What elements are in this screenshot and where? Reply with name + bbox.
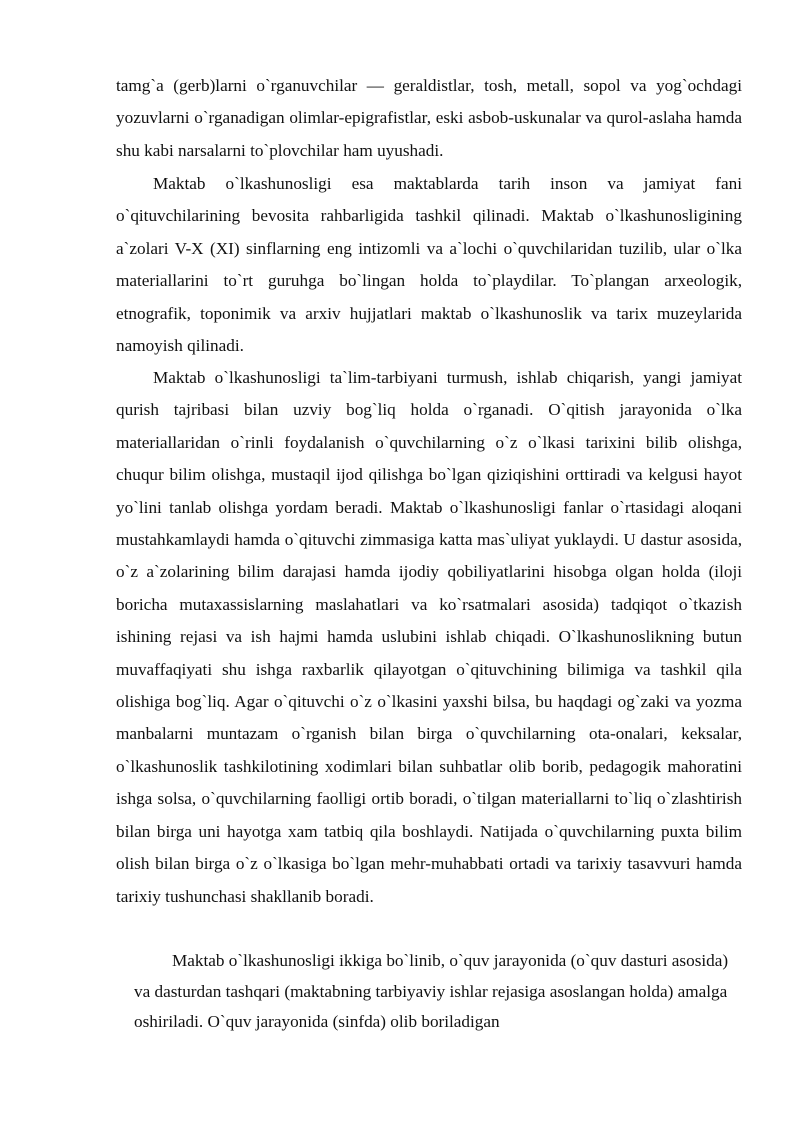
paragraph-2: Maktab o`lkashunosligi esa maktablarda tarih inson va jamiyat fani o`qituvchilarining bevosita rahbarligida tashkil qilinadi. Maktab o`lkashunosligining a`zolari V-X (XI) sinflarning eng intizomli va a`lochi o`quvchilaridan tuzilib, ular o`lka materiallarini to`rt guruhga bo`lingan holda to`playdilar. To`plangan arxeologik, etnografik, toponimik va arxiv hujjatlari maktab o`lkashunoslik va tarix muzeylarida namoyish qilinadi. (116, 174, 742, 356)
paragraph-3: Maktab o`lkashunosligi ta`lim-tarbiyani turmush, ishlab chiqarish, yangi jamiyat qurish tajribasi bilan uzviy bog`liq holda o`rganadi. O`qitish jarayonida o`lka materiallaridan o`rinli foydalanish o`quvchilarning o`z o`lkasi tarixini bilib olishga, chuqur bilim olishga, mustaqil ijod qilishga bo`lgan qiziqishini orttiradi va kelgusi hayot yo`lini tanlab olishga yordam beradi. Maktab o`lkashunosligi fanlar o`rtasidagi aloqani mustahkamlaydi hamda o`qituvchi zimmasiga katta mas`uliyat yuklaydi. U dastur asosida, o`z a`zolarining bilim darajasi hamda ijodiy qobiliyatlarini hisobga olgan holda (iloji boricha mutaxassislarning maslahatlari va ko`rsatmalari asosida) tadqiqot o`tkazish ishining rejasi va ish hajmi hamda uslubini ishlab chiqadi. O`lkashunoslikning butun muvaffaqiyati shu ishga raxbarlik qilayotgan o`qituvchining bilimiga va tashkil qila olishiga bog`liq. Agar o`qituvchi o`z o`lkasini yaxshi bilsa, bu haqdagi og`zaki va yozma manbalarni muntazam o`rganish bilan birga o`quvchilarning ota-onalari, keksalar, o`lkashunoslik tashkilotining xodimlari bilan suhbatlar olib borib, pedagogik mahoratini ishga solsa, o`quvchilarning faolligi ortib boradi, o`tilgan materiallarni to`liq o`zlashtirish bilan birga uni hayotga xam tatbiq qila boshlaydi. Natijada o`quvchilarning puxta bilim olish bilan birga o`z o`lkasiga bo`lgan mehr-muhabbati ortadi va tarixiy tasavvuri hamda tarixiy tushunchasi shakllanib boradi. (116, 368, 742, 906)
paragraph-4: Maktab o`lkashunosligi ikkiga bo`linib, o`quv jarayonida (o`quv dasturi asosida) va dasturdan tashqari (maktabning tarbiyaviy ishlar rejasiga asoslangan holda) amalga oshiriladi. O`quv jarayonida (sinfda) olib boriladigan (134, 951, 729, 1031)
paragraph-1: tamg`a (gerb)larni o`rganuvchilar — geraldistlar, tosh, metall, sopol va yog`ochdagi yozuvlarni o`rganadigan olimlar-epigrafistlar, eski asbob-uskunalar va qurol-aslaha hamda shu kabi narsalarni to`plovchilar ham uyushadi. (116, 76, 742, 160)
